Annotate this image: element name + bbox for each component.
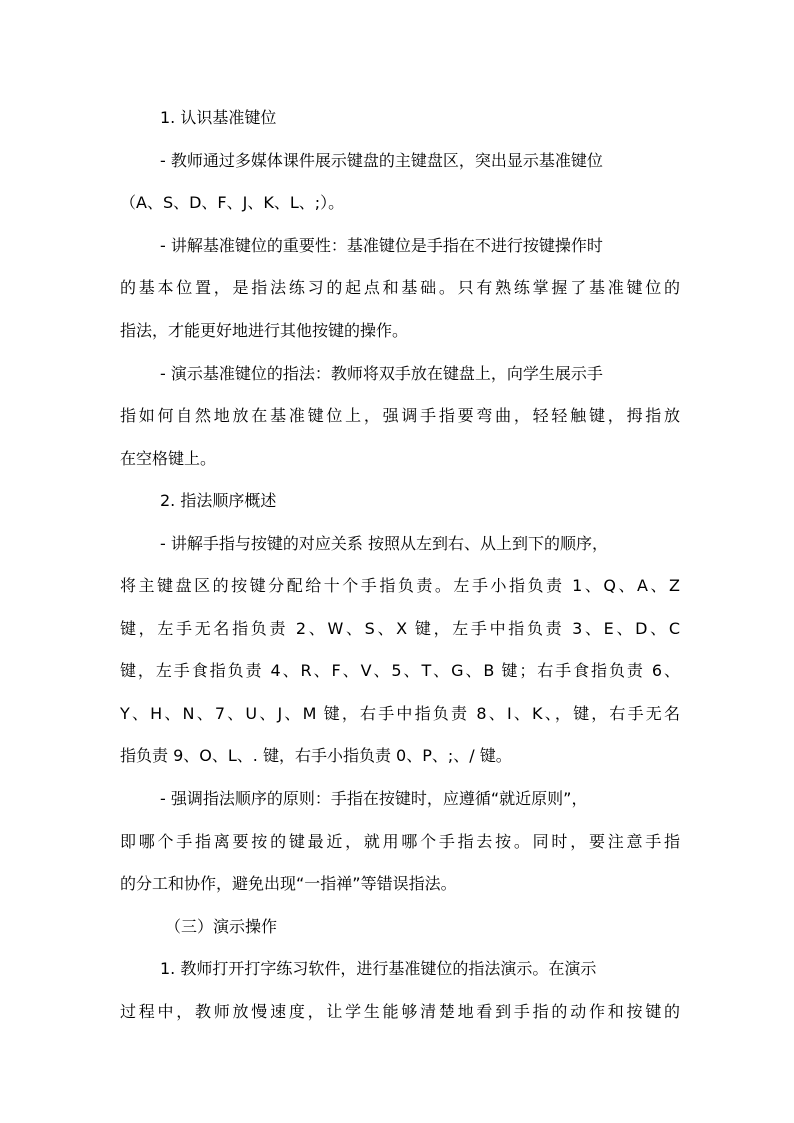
text-line: - 讲解手指与按键的对应关系 按照从左到右、从上到下的顺序， [160, 534, 608, 553]
section-heading-demonstration: （三）演示操作 [165, 917, 278, 936]
text-line: 指负责 9、O、L、. 键，右手小指负责 0、P、;、/ 键。 [120, 746, 512, 765]
text-line: 1. 教师打开打字练习软件，进行基准键位的指法演示。在演示 [160, 959, 597, 978]
text-line: 即哪个手指离要按的键最近，就用哪个手指去按。同时，要注意手指 [120, 832, 680, 851]
text-line: 的分工和协作，避免出现“一指禅”等错误指法。 [120, 874, 457, 893]
text-line: - 讲解基准键位的重要性：基准键位是手指在不进行按键操作时 [160, 236, 603, 255]
text-line: 过程中，教师放慢速度，让学生能够清楚地看到手指的动作和按键的 [120, 1002, 680, 1021]
text-line: - 教师通过多媒体课件展示键盘的主键盘区，突出显示基准键位 [160, 151, 603, 170]
heading-recognize-home-keys: 1. 认识基准键位 [160, 108, 277, 127]
text-line: 指法，才能更好地进行其他按键的操作。 [120, 321, 409, 340]
text-line: 在空格键上。 [120, 449, 217, 468]
text-line: 指如何自然地放在基准键位上，强调手指要弯曲，轻轻触键，拇指放 [120, 406, 680, 425]
text-line: （A、S、D、F、J、K、L、;）。 [120, 193, 345, 212]
text-line: 键，左手食指负责 4、R、F、V、5、T、G、B 键；右手食指负责 6、 [120, 661, 680, 680]
text-line: - 强调指法顺序的原则：手指在按键时，应遵循“就近原则”， [160, 789, 588, 808]
text-line: 将主键盘区的按键分配给十个手指负责。左手小指负责 1、Q、A、Z [120, 576, 680, 595]
text-line: 键，左手无名指负责 2、W、S、X 键，左手中指负责 3、E、D、C [120, 619, 680, 638]
heading-fingering-order: 2. 指法顺序概述 [160, 491, 277, 510]
text-line: - 演示基准键位的指法：教师将双手放在键盘上，向学生展示手 [160, 364, 603, 383]
text-line: Y、H、N、7、U、J、M 键，右手中指负责 8、I、K、，键，右手无名 [120, 704, 680, 723]
text-line: 的基本位置，是指法练习的起点和基础。只有熟练掌握了基准键位的 [120, 278, 680, 297]
